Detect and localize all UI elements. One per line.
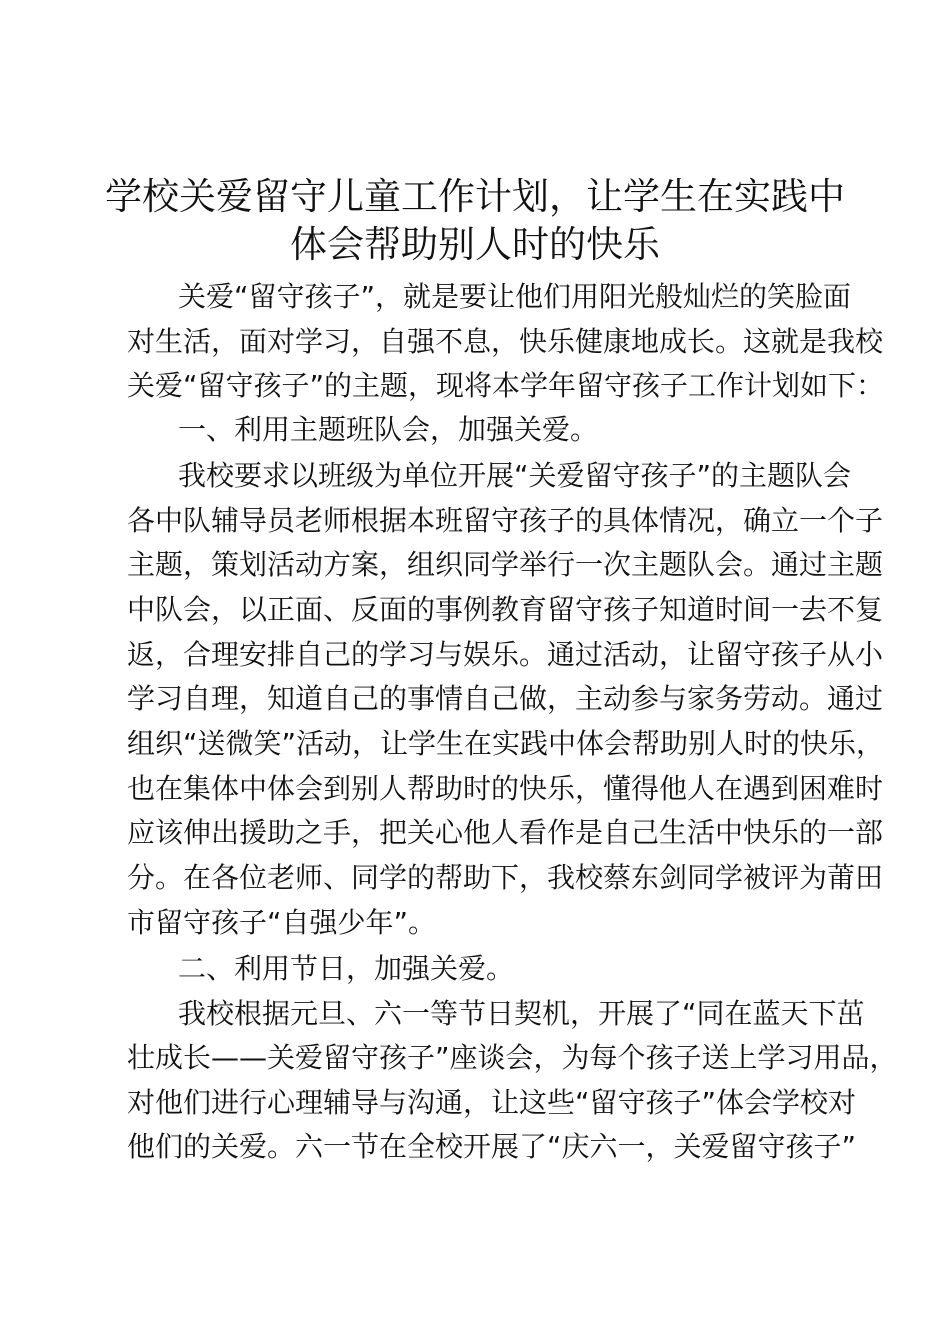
paragraph-1-line-1: 关爱“留守孩子”，就是要让他们用阳光般灿烂的笑脸面 bbox=[178, 280, 852, 313]
paragraph-2-line-10: 分。在各位老师、同学的帮助下，我校蔡东剑同学被评为莆田 bbox=[127, 861, 884, 894]
paragraph-1-line-3: 关爱“留守孩子”的主题，现将本学年留守孩子工作计划如下： bbox=[127, 369, 885, 402]
paragraph-2-line-7: 组织“送微笑”活动，让学生在实践中体会帮助别人时的快乐， bbox=[127, 727, 885, 760]
paragraph-3-line-1: 我校根据元旦、六一等节日契机，开展了“同在蓝天下茁 bbox=[178, 997, 865, 1030]
paragraph-3-line-2: 壮成长——关爱留守孩子”座谈会，为每个孩子送上学习用品， bbox=[127, 1041, 898, 1074]
document-title-line-1: 学校关爱留守儿童工作计划，让学生在实践中 bbox=[105, 175, 845, 218]
paragraph-2-line-6: 学习自理，知道自己的事情自己做，主动参与家务劳动。通过 bbox=[127, 682, 884, 715]
paragraph-2-line-1: 我校要求以班级为单位开展“关爱留守孩子”的主题队会 bbox=[178, 459, 852, 492]
document-title-line-2: 体会帮助别人时的快乐 bbox=[290, 223, 660, 266]
paragraph-3-line-4: 他们的关爱。六一节在全校开展了“庆六一，关爱留守孩子” bbox=[127, 1130, 857, 1163]
section-heading-1: 一、利用主题班队会，加强关爱。 bbox=[178, 413, 599, 446]
paragraph-2-line-3: 主题，策划活动方案，组织同学举行一次主题队会。通过主题 bbox=[127, 548, 884, 581]
paragraph-3-line-3: 对他们进行心理辅导与沟通，让这些“留守孩子”体会学校对 bbox=[127, 1086, 857, 1119]
paragraph-1-line-2: 对生活，面对学习，自强不息，快乐健康地成长。这就是我校 bbox=[127, 325, 884, 358]
paragraph-2-line-8: 也在集体中体会到别人帮助时的快乐，懂得他人在遇到困难时 bbox=[127, 772, 884, 805]
paragraph-2-line-11: 市留守孩子“自强少年”。 bbox=[127, 906, 437, 939]
paragraph-2-line-9: 应该伸出援助之手，把关心他人看作是自己生活中快乐的一部 bbox=[127, 816, 884, 849]
paragraph-2-line-4: 中队会，以正面、反面的事例教育留守孩子知道时间一去不复 bbox=[127, 593, 884, 626]
paragraph-2-line-2: 各中队辅导员老师根据本班留守孩子的具体情况，确立一个子 bbox=[127, 504, 884, 537]
paragraph-2-line-5: 返，合理安排自己的学习与娱乐。通过活动，让留守孩子从小 bbox=[127, 638, 884, 671]
section-heading-2: 二、利用节日，加强关爱。 bbox=[178, 952, 515, 985]
